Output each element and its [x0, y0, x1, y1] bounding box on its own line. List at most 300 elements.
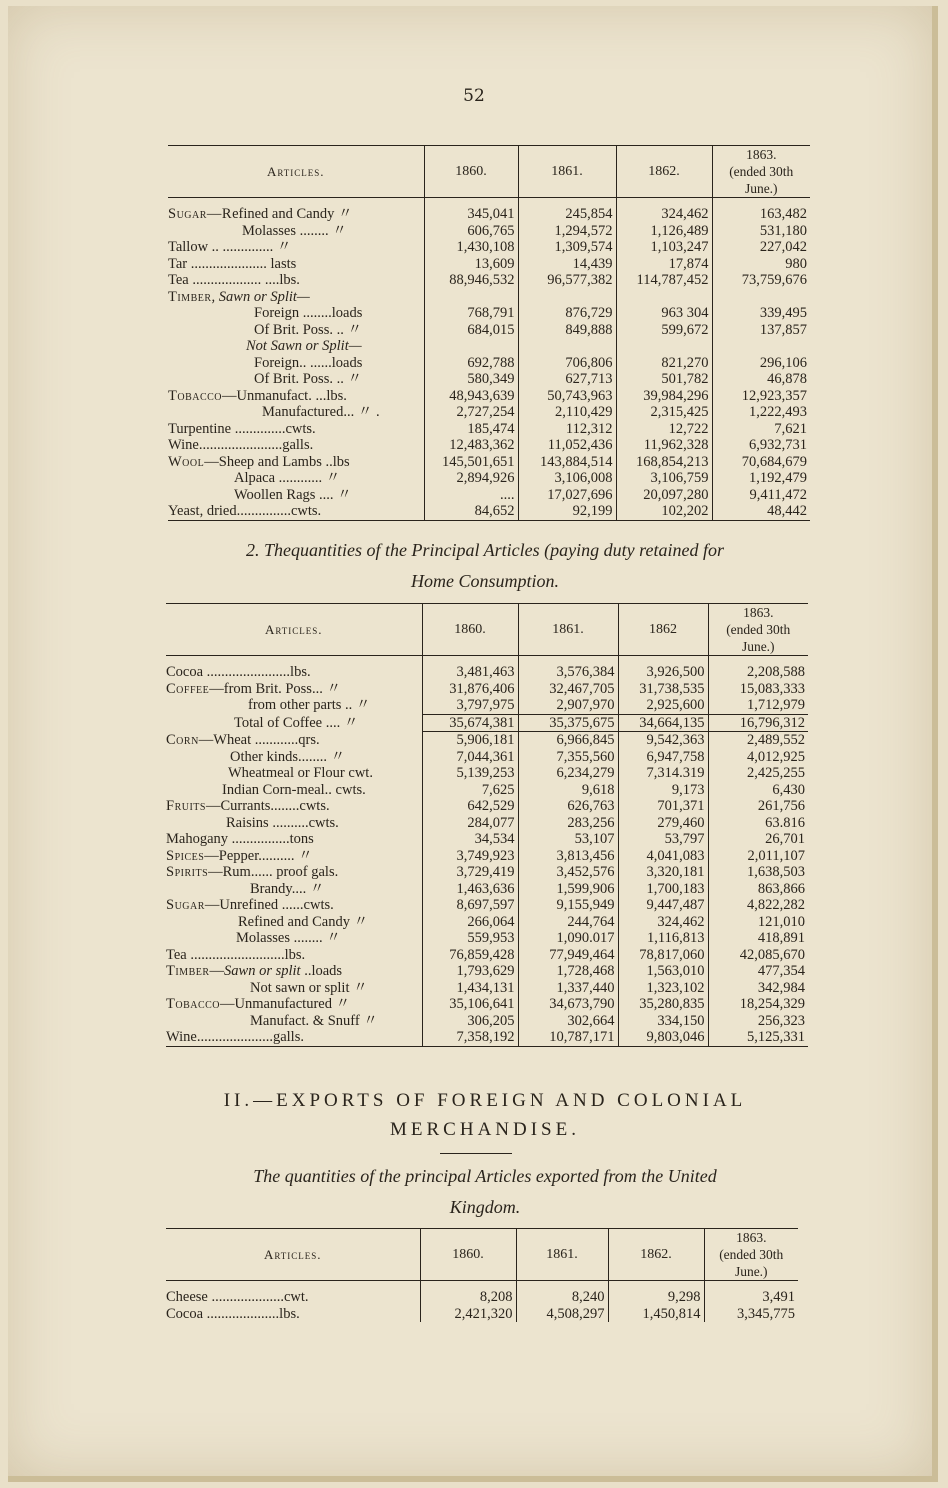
- table-row: [166, 1281, 798, 1306]
- row-label: Tobacco—Unmanufact. ...lbs.: [168, 387, 347, 404]
- cell-value: 283,256: [518, 815, 618, 832]
- cell-value: 73,759,676: [712, 272, 810, 289]
- cell-value: 9,411,472: [712, 487, 810, 504]
- cell-value: 9,618: [518, 782, 618, 799]
- cell-value: 34,534: [422, 831, 518, 848]
- cell-value: [518, 338, 616, 355]
- cell-value: 6,932,731: [712, 437, 810, 454]
- cell-value: 50,743,963: [518, 388, 616, 405]
- row-label: Of Brit. Poss. .. 〃: [254, 321, 362, 338]
- cell-value: 76,859,428: [422, 947, 518, 964]
- row-label: Raisins ..........cwts.: [226, 814, 339, 831]
- row-label: Corn—Wheat ............qrs.: [166, 731, 320, 748]
- cell-value: 4,012,925: [708, 749, 808, 766]
- cell-value: [424, 289, 518, 306]
- header-1863-june: June.): [734, 1264, 768, 1279]
- cell-value: 1,450,814: [608, 1306, 704, 1323]
- cell-value: 137,857: [712, 322, 810, 339]
- cell-value: 2,421,320: [420, 1306, 516, 1323]
- cell-value: 18,254,329: [708, 996, 808, 1013]
- cell-value: 7,625: [422, 782, 518, 799]
- cell-value: 31,876,406: [422, 681, 518, 698]
- cell-value: 3,481,463: [422, 656, 518, 681]
- cell-value: 3,106,759: [616, 470, 712, 487]
- cell-value: 17,027,696: [518, 487, 616, 504]
- cell-value: 185,474: [424, 421, 518, 438]
- header-1860: 1860.: [420, 1229, 516, 1281]
- cell-value: 8,208: [420, 1281, 516, 1306]
- cell-value: 296,106: [712, 355, 810, 372]
- cell-value: 48,442: [712, 503, 810, 520]
- cell-value: 63.816: [708, 815, 808, 832]
- cell-value: 7,044,361: [422, 749, 518, 766]
- cell-value: 1,563,010: [618, 963, 708, 980]
- cell-value: 1,323,102: [618, 980, 708, 997]
- header-1863-year: 1863.: [743, 605, 774, 620]
- cell-value: 143,884,514: [518, 454, 616, 471]
- cell-value: 418,891: [708, 930, 808, 947]
- cell-value: 6,430: [708, 782, 808, 799]
- row-label: Refined and Candy 〃: [238, 913, 369, 930]
- table-row: [166, 831, 808, 848]
- cell-value: 302,664: [518, 1013, 618, 1030]
- table-row: [168, 305, 810, 322]
- row-label: Cocoa ....................lbs.: [166, 1305, 300, 1322]
- row-label: Manufactured... 〃 .: [262, 404, 380, 420]
- cell-value: 2,425,255: [708, 765, 808, 782]
- row-label: Not sawn or split 〃: [250, 979, 368, 996]
- cell-value: 42,085,670: [708, 947, 808, 964]
- cell-value: 9,803,046: [618, 1029, 708, 1046]
- heading-line-1: II.—EXPORTS OF FOREIGN AND COLONIAL: [223, 1090, 747, 1111]
- cell-value: 4,508,297: [516, 1306, 608, 1323]
- cell-value: 3,576,384: [518, 656, 618, 681]
- table-row: [166, 798, 808, 815]
- row-label: Tea ..........................lbs.: [166, 946, 306, 963]
- page-number: 52: [463, 86, 485, 106]
- cell-value: 701,371: [618, 798, 708, 815]
- cell-value: 1,728,468: [518, 963, 618, 980]
- header-1861: 1861.: [518, 146, 616, 198]
- row-label: Mahogany ................tons: [166, 831, 314, 847]
- cell-value: 145,501,651: [424, 454, 518, 471]
- cell-value: 35,375,675: [518, 714, 618, 732]
- row-label: Fruits—Currants........cwts.: [166, 798, 330, 814]
- cell-value: 256,323: [708, 1013, 808, 1030]
- table-row: [168, 487, 810, 504]
- cell-value: 11,962,328: [616, 437, 712, 454]
- cell-value: 306,205: [422, 1013, 518, 1030]
- row-label: Tea ................... ....lbs.: [168, 272, 300, 288]
- cell-value: 7,355,560: [518, 749, 618, 766]
- row-label: Not Sawn or Split—: [246, 338, 362, 354]
- caption-exports: [170, 1161, 800, 1223]
- cell-value: 1,463,636: [422, 881, 518, 898]
- cell-value: 692,788: [424, 355, 518, 372]
- table-row: [166, 914, 808, 931]
- cell-value: 3,813,456: [518, 848, 618, 865]
- cell-value: 1,116,813: [618, 930, 708, 947]
- cell-value: [712, 289, 810, 306]
- cell-value: 7,621: [712, 421, 810, 438]
- cell-value: 2,110,429: [518, 404, 616, 421]
- cell-value: 3,320,181: [618, 864, 708, 881]
- cell-value: 17,874: [616, 256, 712, 273]
- cell-value: 2,907,970: [518, 697, 618, 714]
- cell-value: 8,240: [516, 1281, 608, 1306]
- row-label: Spirits—Rum...... proof gals.: [166, 864, 339, 880]
- table-row: [168, 437, 810, 454]
- table-row: [166, 980, 808, 997]
- cell-value: 1,337,440: [518, 980, 618, 997]
- cell-value: 706,806: [518, 355, 616, 372]
- cell-value: 92,199: [518, 503, 616, 520]
- cell-value: 1,712,979: [708, 697, 808, 714]
- table-row: [168, 272, 810, 289]
- row-label: Tallow .. .............. 〃: [168, 239, 292, 255]
- cell-value: 2,489,552: [708, 732, 808, 749]
- cell-value: 1,126,489: [616, 223, 712, 240]
- cell-value: 34,664,135: [618, 714, 708, 732]
- cell-value: 324,462: [616, 198, 712, 223]
- cell-value: 8,697,597: [422, 897, 518, 914]
- cell-value: 580,349: [424, 371, 518, 388]
- cell-value: 334,150: [618, 1013, 708, 1030]
- row-label: Other kinds........ 〃: [230, 748, 346, 765]
- cell-value: 14,439: [518, 256, 616, 273]
- cell-value: 12,722: [616, 421, 712, 438]
- cell-value: 1,430,108: [424, 239, 518, 256]
- row-label: Wool—Sheep and Lambs ..lbs: [168, 453, 350, 470]
- cell-value: 339,495: [712, 305, 810, 322]
- table-row: [166, 714, 808, 732]
- cell-value: 559,953: [422, 930, 518, 947]
- cell-value: 2,925,600: [618, 697, 708, 714]
- header-1863-ended: (ended 30th: [729, 164, 794, 179]
- header-1863-june: June.): [741, 639, 775, 654]
- row-label: Timber, Sawn or Split—: [168, 288, 310, 305]
- row-label: Wine.....................galls.: [166, 1029, 422, 1046]
- cell-value: 5,125,331: [708, 1029, 808, 1046]
- header-articles: Articles.: [168, 146, 424, 198]
- cell-value: 606,765: [424, 223, 518, 240]
- cell-value: 16,796,312: [708, 714, 808, 732]
- cell-value: 163,482: [712, 198, 810, 223]
- caption-home-consumption: [170, 535, 800, 597]
- header-1863-year: 1863.: [746, 147, 777, 162]
- cell-value: 531,180: [712, 223, 810, 240]
- cell-value: 324,462: [618, 914, 708, 931]
- cell-value: 3,729,419: [422, 864, 518, 881]
- cell-value: 1,434,131: [422, 980, 518, 997]
- cell-value: 876,729: [518, 305, 616, 322]
- cell-value: 477,354: [708, 963, 808, 980]
- cell-value: 32,467,705: [518, 681, 618, 698]
- row-label: Manufact. & Snuff 〃: [250, 1012, 378, 1029]
- cell-value: 15,083,333: [708, 681, 808, 698]
- section-heading-exports: [170, 1086, 800, 1144]
- row-label: Brandy.... 〃: [250, 880, 325, 897]
- cell-value: 1,309,574: [518, 239, 616, 256]
- cell-value: 3,345,775: [704, 1306, 798, 1323]
- cell-value: 1,103,247: [616, 239, 712, 256]
- cell-value: ....: [424, 487, 518, 504]
- caption-line-1: The quantities of the principal Articles exported from the United: [253, 1166, 717, 1186]
- cell-value: 2,208,588: [708, 656, 808, 681]
- cell-value: 4,822,282: [708, 897, 808, 914]
- cell-value: 3,452,576: [518, 864, 618, 881]
- table-row: [166, 881, 808, 898]
- cell-value: 121,010: [708, 914, 808, 931]
- imports-table: [168, 145, 810, 521]
- header-1863: [704, 1229, 798, 1281]
- cell-value: 9,298: [608, 1281, 704, 1306]
- cell-value: [518, 289, 616, 306]
- table-row: [166, 732, 808, 749]
- row-label: Coffee—from Brit. Poss... 〃: [166, 680, 341, 697]
- row-label: Indian Corn-meal.. cwts.: [222, 781, 366, 798]
- header-1860: 1860.: [422, 604, 518, 656]
- cell-value: 227,042: [712, 239, 810, 256]
- cell-value: 963 304: [616, 305, 712, 322]
- header-1863-june: June.): [744, 181, 778, 196]
- cell-value: 5,906,181: [422, 732, 518, 749]
- cell-value: 112,312: [518, 421, 616, 438]
- cell-value: 77,949,464: [518, 947, 618, 964]
- cell-value: 1,222,493: [712, 404, 810, 421]
- table-row: [168, 454, 810, 471]
- table-row: [168, 338, 810, 355]
- cell-value: 684,015: [424, 322, 518, 339]
- heading-rule: [440, 1153, 512, 1154]
- cell-value: 34,673,790: [518, 996, 618, 1013]
- caption-line-1: 2. Thequantities of the Principal Articles (paying duty retained for: [246, 540, 724, 560]
- cell-value: 114,787,452: [616, 272, 712, 289]
- cell-value: 1,700,183: [618, 881, 708, 898]
- cell-value: 7,314.319: [618, 765, 708, 782]
- cell-value: 3,926,500: [618, 656, 708, 681]
- table-row: [166, 697, 808, 714]
- cell-value: 2,894,926: [424, 470, 518, 487]
- cell-value: 849,888: [518, 322, 616, 339]
- heading-line-2: MERCHANDISE.: [390, 1119, 580, 1140]
- cell-value: 84,652: [424, 503, 518, 520]
- cell-value: 88,946,532: [424, 272, 518, 289]
- cell-value: 342,984: [708, 980, 808, 997]
- table-row: [168, 421, 810, 438]
- row-label: from other parts .. 〃: [248, 697, 371, 714]
- cell-value: 345,041: [424, 198, 518, 223]
- cell-value: 1,192,479: [712, 470, 810, 487]
- cell-value: 2,727,254: [424, 404, 518, 421]
- header-1861: 1861.: [518, 604, 618, 656]
- row-label: Sugar—Refined and Candy 〃: [168, 206, 353, 222]
- table-row: [166, 656, 808, 681]
- cell-value: 245,854: [518, 198, 616, 223]
- cell-value: 53,107: [518, 831, 618, 848]
- cell-value: 626,763: [518, 798, 618, 815]
- cell-value: 261,756: [708, 798, 808, 815]
- row-label: Molasses ........ 〃: [236, 930, 341, 946]
- cell-value: 70,684,679: [712, 454, 810, 471]
- header-1862: 1862.: [616, 146, 712, 198]
- cell-value: 26,701: [708, 831, 808, 848]
- header-1861: 1861.: [516, 1229, 608, 1281]
- table-row: [166, 930, 808, 947]
- table-row: [168, 355, 810, 372]
- row-label: Cocoa .......................lbs.: [166, 664, 311, 680]
- table-row: [168, 388, 810, 405]
- table-row: [168, 404, 810, 421]
- row-label: Foreign ........loads: [254, 305, 363, 321]
- cell-value: 501,782: [616, 371, 712, 388]
- cell-value: [424, 338, 518, 355]
- table-row: [166, 681, 808, 698]
- row-label: Of Brit. Poss. .. 〃: [254, 371, 362, 387]
- header-articles: Articles.: [166, 1229, 420, 1281]
- row-label: Yeast, dried...............cwts.: [168, 503, 424, 520]
- cell-value: 1,294,572: [518, 223, 616, 240]
- cell-value: 168,854,213: [616, 454, 712, 471]
- cell-value: 9,155,949: [518, 897, 618, 914]
- cell-value: 599,672: [616, 322, 712, 339]
- cell-value: 244,764: [518, 914, 618, 931]
- table-row: [166, 765, 808, 782]
- row-label: Spices—Pepper.......... 〃: [166, 847, 313, 864]
- cell-value: 9,447,487: [618, 897, 708, 914]
- cell-value: 1,638,503: [708, 864, 808, 881]
- table-row: [166, 947, 808, 964]
- cell-value: 266,064: [422, 914, 518, 931]
- cell-value: 821,270: [616, 355, 712, 372]
- row-label: Alpaca ............ 〃: [234, 470, 341, 486]
- cell-value: 6,947,758: [618, 749, 708, 766]
- table-row: [168, 503, 810, 520]
- table-row: [168, 198, 810, 223]
- cell-value: [616, 289, 712, 306]
- cell-value: [712, 338, 810, 355]
- table-row: [166, 897, 808, 914]
- cell-value: 48,943,639: [424, 388, 518, 405]
- cell-value: 1,090.017: [518, 930, 618, 947]
- caption-line-2: Kingdom.: [449, 1197, 521, 1217]
- cell-value: 6,966,845: [518, 732, 618, 749]
- cell-value: 1,599,906: [518, 881, 618, 898]
- header-articles: Articles.: [166, 604, 422, 656]
- row-label: Total of Coffee .... 〃: [234, 714, 359, 731]
- row-label: Foreign.. ......loads: [254, 354, 363, 371]
- table-row: [168, 239, 810, 256]
- cell-value: 53,797: [618, 831, 708, 848]
- table-row: [166, 996, 808, 1013]
- header-1863-year: 1863.: [736, 1230, 767, 1245]
- header-1862: 1862.: [608, 1229, 704, 1281]
- header-1860: 1860.: [424, 146, 518, 198]
- cell-value: 39,984,296: [616, 388, 712, 405]
- cell-value: 284,077: [422, 815, 518, 832]
- cell-value: 863,866: [708, 881, 808, 898]
- header-1863: [708, 604, 808, 656]
- table-row: [168, 371, 810, 388]
- table-row: [168, 289, 810, 306]
- cell-value: 3,491: [704, 1281, 798, 1306]
- table-row: [166, 963, 808, 980]
- row-label: Woollen Rags .... 〃: [234, 486, 352, 503]
- cell-value: 3,106,008: [518, 470, 616, 487]
- cell-value: 279,460: [618, 815, 708, 832]
- cell-value: 9,173: [618, 782, 708, 799]
- cell-value: [616, 338, 712, 355]
- cell-value: 11,052,436: [518, 437, 616, 454]
- cell-value: 12,923,357: [712, 388, 810, 405]
- cell-value: 2,011,107: [708, 848, 808, 865]
- cell-value: 627,713: [518, 371, 616, 388]
- cell-value: 1,793,629: [422, 963, 518, 980]
- row-label: Turpentine ..............cwts.: [168, 420, 316, 437]
- header-1862: 1862: [618, 604, 708, 656]
- header-1863-ended: (ended 30th: [726, 622, 791, 637]
- cell-value: 20,097,280: [616, 487, 712, 504]
- cell-value: 3,749,923: [422, 848, 518, 865]
- row-label: Timber—Sawn or split ..loads: [166, 963, 343, 979]
- cell-value: 642,529: [422, 798, 518, 815]
- row-label: Sugar—Unrefined ......cwts.: [166, 897, 334, 913]
- cell-value: 768,791: [424, 305, 518, 322]
- exports-table: [166, 1228, 798, 1322]
- table-row: [166, 1306, 798, 1323]
- caption-line-2: Home Consumption.: [411, 571, 559, 591]
- row-label: Wine.......................galls.: [168, 437, 314, 453]
- table-row: [166, 1029, 808, 1046]
- table-row: [166, 815, 808, 832]
- cell-value: 3,797,975: [422, 697, 518, 714]
- row-label: Molasses ........ 〃: [242, 222, 347, 239]
- cell-value: 12,483,362: [424, 437, 518, 454]
- cell-value: 980: [712, 256, 810, 273]
- cell-value: 35,280,835: [618, 996, 708, 1013]
- cell-value: 31,738,535: [618, 681, 708, 698]
- cell-value: 10,787,171: [518, 1029, 618, 1046]
- row-label: Cheese ....................cwt.: [166, 1289, 309, 1305]
- cell-value: 5,139,253: [422, 765, 518, 782]
- table-row: [166, 1013, 808, 1030]
- row-label: Wheatmeal or Flour cwt.: [228, 765, 373, 781]
- cell-value: 9,542,363: [618, 732, 708, 749]
- header-1863-ended: (ended 30th: [719, 1247, 784, 1262]
- table-row: [168, 470, 810, 487]
- row-label: Tar ..................... lasts: [168, 255, 297, 272]
- cell-value: 96,577,382: [518, 272, 616, 289]
- home-consumption-table: [166, 603, 808, 1047]
- header-1863: [712, 146, 810, 198]
- cell-value: 4,041,083: [618, 848, 708, 865]
- table-row: [168, 223, 810, 240]
- row-label: Tobacco—Unmanufactured 〃: [166, 996, 351, 1012]
- cell-value: 7,358,192: [422, 1029, 518, 1046]
- cell-value: 13,609: [424, 256, 518, 273]
- cell-value: 78,817,060: [618, 947, 708, 964]
- cell-value: 46,878: [712, 371, 810, 388]
- table-row: [168, 256, 810, 273]
- table-row: [168, 322, 810, 339]
- table-row: [166, 749, 808, 766]
- cell-value: 6,234,279: [518, 765, 618, 782]
- cell-value: 35,674,381: [422, 714, 518, 732]
- table-row: [166, 864, 808, 881]
- table-row: [166, 848, 808, 865]
- cell-value: 102,202: [616, 503, 712, 520]
- table-row: [166, 782, 808, 799]
